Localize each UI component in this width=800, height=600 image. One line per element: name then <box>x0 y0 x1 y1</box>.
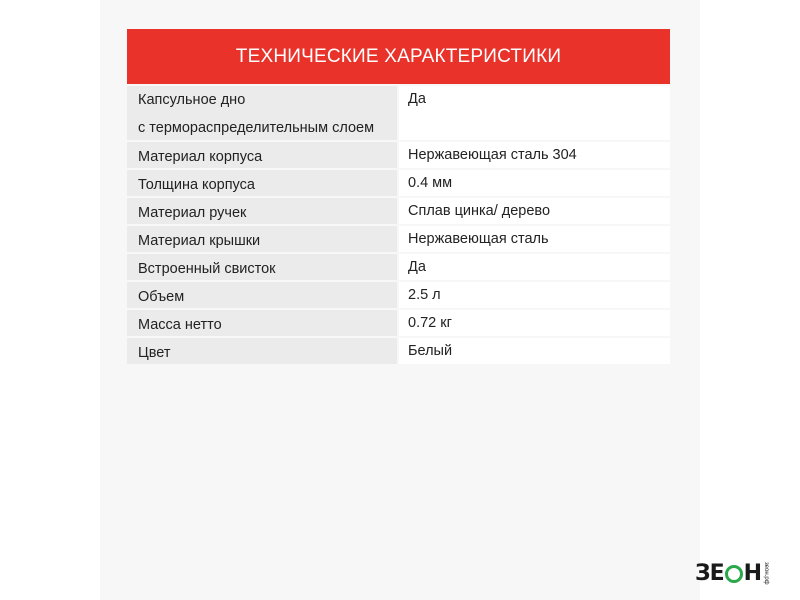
spec-label: Масса нетто <box>127 310 397 336</box>
spec-row <box>127 198 670 224</box>
spec-value: 2.5 л <box>399 282 670 308</box>
spec-label-line: Капсульное дно <box>138 92 246 108</box>
spec-value: 0.4 мм <box>399 170 670 196</box>
logo-o-icon <box>725 565 743 583</box>
spec-value: Белый <box>399 338 670 364</box>
spec-row <box>127 226 670 252</box>
spec-value: 0.72 кг <box>399 310 670 336</box>
spec-row <box>127 310 670 336</box>
specs-table <box>127 86 670 366</box>
spec-value: Сплав цинка/ дерево <box>399 198 670 224</box>
logo-text-right: Н <box>743 560 762 586</box>
spec-label: Цвет <box>127 338 397 364</box>
spec-label: Материал корпуса <box>127 142 397 168</box>
spec-label: Материал крышки <box>127 226 397 252</box>
specs-title: ТЕХНИЧЕСКИЕ ХАРАКТЕРИСТИКИ <box>235 45 562 67</box>
brand-logo <box>695 560 769 586</box>
spec-label <box>127 86 397 140</box>
spec-label: Встроенный свисток <box>127 254 397 280</box>
spec-value: Нержавеющая сталь 304 <box>399 142 670 168</box>
spec-row <box>127 170 670 196</box>
specs-header <box>127 29 670 84</box>
spec-value: Нержавеющая сталь <box>399 226 670 252</box>
spec-value: Да <box>399 254 670 280</box>
spec-label-line: с терморaспределительным слоем <box>138 120 375 136</box>
spec-label: Материал ручек <box>127 198 397 224</box>
spec-row <box>127 254 670 280</box>
logo-text-left: ЗЕ <box>695 560 724 586</box>
spec-value: Да <box>399 86 670 140</box>
spec-label: Толщина корпуса <box>127 170 397 196</box>
logo-subtext: зеон.рф <box>763 561 770 585</box>
spec-row <box>127 86 670 140</box>
spec-row <box>127 282 670 308</box>
spec-row <box>127 338 670 364</box>
spec-label: Объем <box>127 282 397 308</box>
spec-row <box>127 142 670 168</box>
